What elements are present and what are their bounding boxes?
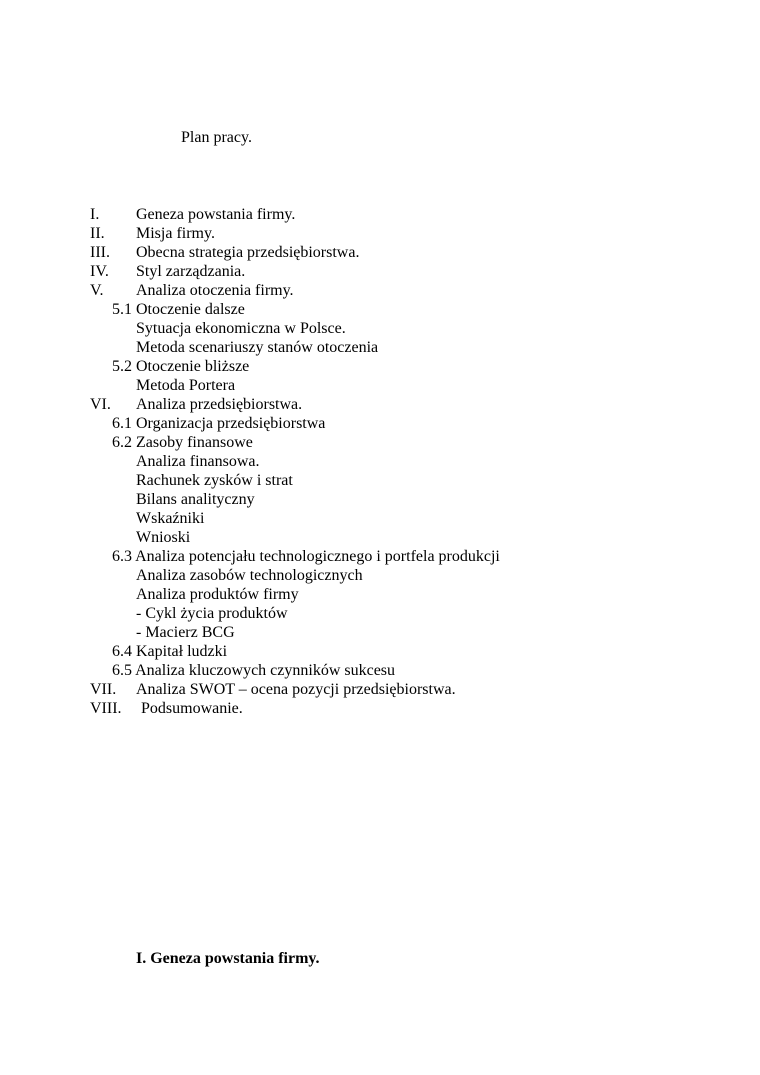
toc-subitem	[0, 414, 760, 433]
toc-detail-text: Metoda scenariuszy stanów otoczenia	[136, 339, 379, 356]
toc-detail-text: Wskaźniki	[136, 510, 205, 527]
toc-item-text: Styl zarządzania.	[136, 263, 246, 280]
toc-item-number: III.	[90, 244, 110, 261]
toc-subitem-text: 5.1 Otoczenie dalsze	[112, 301, 245, 318]
toc-item-text: Podsumowanie.	[141, 700, 243, 717]
toc-subitem	[0, 300, 760, 319]
toc-detail	[0, 376, 760, 395]
toc-item-number: VIII.	[90, 700, 122, 717]
toc-detail	[0, 585, 760, 604]
toc-detail-text: - Macierz BCG	[136, 624, 235, 641]
toc-detail	[0, 452, 760, 471]
toc-subitem	[0, 547, 760, 566]
toc-detail	[0, 319, 760, 338]
toc-item	[0, 680, 760, 699]
toc-item-text: Analiza przedsiębiorstwa.	[136, 396, 303, 413]
toc-detail-text: Rachunek zysków i strat	[136, 472, 293, 489]
toc-detail	[0, 471, 760, 490]
toc-item	[0, 699, 760, 718]
toc-item	[0, 281, 760, 300]
toc-detail-text: Analiza produktów firmy	[136, 586, 299, 603]
toc-subitem-text: 6.3 Analiza potencjału technologicznego i portfela produkcji	[112, 548, 500, 565]
toc-item	[0, 243, 760, 262]
toc-detail	[0, 566, 760, 585]
toc-item-text: Misja firmy.	[136, 225, 215, 242]
toc-subitem-text: 6.1 Organizacja przedsiębiorstwa	[112, 415, 326, 432]
toc-item	[0, 205, 760, 224]
toc-item-number: II.	[90, 225, 105, 242]
toc-item-number: VII.	[90, 681, 117, 698]
toc-item-number: IV.	[90, 263, 109, 280]
toc-item	[0, 262, 760, 281]
toc-item-number: V.	[90, 282, 104, 299]
toc-subitem	[0, 433, 760, 452]
toc-detail	[0, 604, 760, 623]
toc-subitem-text: 5.2 Otoczenie bliższe	[112, 358, 250, 375]
toc-detail	[0, 623, 760, 642]
toc-detail	[0, 509, 760, 528]
toc-subitem-text: 6.2 Zasoby finansowe	[112, 434, 253, 451]
toc-detail	[0, 490, 760, 509]
toc-item-text: Analiza otoczenia firmy.	[136, 282, 294, 299]
toc-detail-text: - Cykl życia produktów	[136, 605, 288, 622]
toc-detail-text: Wnioski	[136, 529, 191, 546]
toc-detail-text: Analiza finansowa.	[136, 453, 260, 470]
toc-subitem	[0, 357, 760, 376]
toc-detail	[0, 338, 760, 357]
toc-item-text: Obecna strategia przedsiębiorstwa.	[136, 244, 360, 261]
section-heading: I. Geneza powstania firmy.	[136, 950, 320, 967]
toc-item	[0, 224, 760, 243]
plan-title: Plan pracy.	[181, 129, 252, 146]
toc-subitem	[0, 642, 760, 661]
toc-item-text: Analiza SWOT – ocena pozycji przedsiębiorstwa.	[136, 681, 456, 698]
toc-detail-text: Metoda Portera	[136, 377, 236, 394]
toc-subitem	[0, 661, 760, 680]
toc-item-number: VI.	[90, 396, 111, 413]
table-of-contents	[0, 205, 760, 718]
toc-detail-text: Analiza zasobów technologicznych	[136, 567, 363, 584]
toc-detail	[0, 528, 760, 547]
toc-item-text: Geneza powstania firmy.	[136, 206, 296, 223]
toc-detail-text: Sytuacja ekonomiczna w Polsce.	[136, 320, 346, 337]
toc-item	[0, 395, 760, 414]
toc-detail-text: Bilans analityczny	[136, 491, 255, 508]
toc-subitem-text: 6.4 Kapitał ludzki	[112, 643, 228, 660]
toc-item-number: I.	[90, 206, 100, 223]
toc-subitem-text: 6.5 Analiza kluczowych czynników sukcesu	[112, 662, 396, 679]
